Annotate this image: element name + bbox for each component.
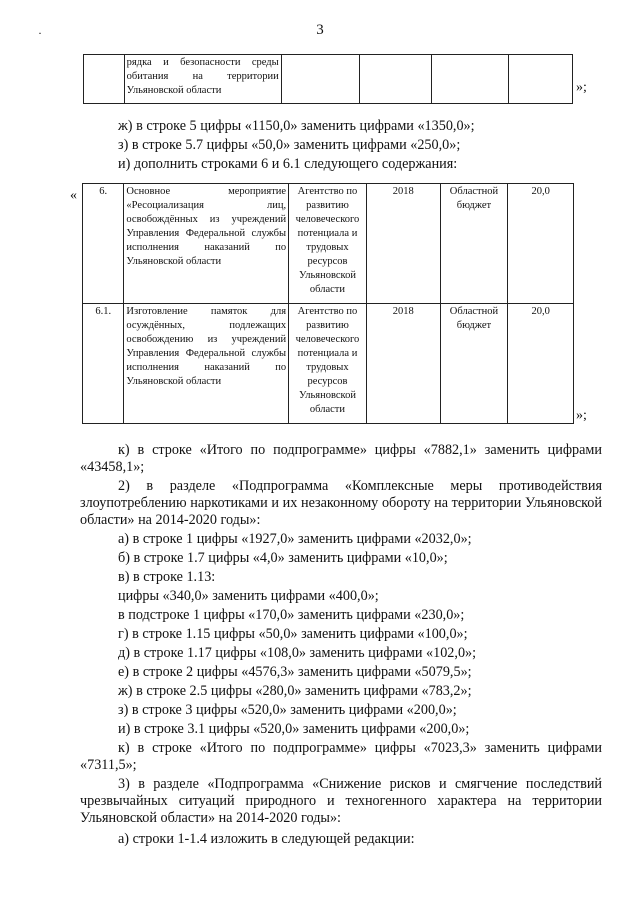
item-k: к) в строке «Итого по подпрограмме» цифры «7882,1» заменить цифрами «43458,1»; — [80, 442, 602, 475]
table-row — [83, 184, 574, 304]
s3-item-a: а) строки 1-1.4 изложить в следующей редакции: — [118, 831, 415, 847]
closing-quote: »; — [576, 80, 587, 95]
row-executor: Агентство по развитию человеческого потенциала и трудовых ресурсов Ульяновской области — [289, 304, 367, 424]
table-fragment — [83, 54, 573, 104]
table-cell — [124, 55, 281, 104]
closing-quote: »; — [576, 408, 587, 423]
s2-item-zh: ж) в строке 2.5 цифры «280,0» заменить цифрами «783,2»; — [118, 683, 472, 699]
item-z: з) в строке 5.7 цифры «50,0» заменить цифрами «250,0»; — [118, 137, 461, 153]
table-row — [83, 304, 574, 424]
row-amount: 20,0 — [508, 304, 574, 424]
inserted-rows-table — [82, 183, 574, 424]
s2-item-g: г) в строке 1.15 цифры «50,0» заменить цифрами «100,0»; — [118, 626, 468, 642]
page-number: 3 — [316, 22, 324, 38]
table-row — [84, 55, 573, 104]
row-source: Областной бюджет — [440, 184, 508, 304]
s2-item-a: а) в строке 1 цифры «1927,0» заменить цифрами «2032,0»; — [118, 531, 472, 547]
row-year: 2018 — [366, 184, 440, 304]
section-2-heading: 2) в разделе «Подпрограмма «Комплексные меры противодействия злоупотреблению наркотиками и их незаконному обороту на территории Ульяновской области» на 2014-2020 годы»: — [80, 478, 602, 528]
row-amount: 20,0 — [508, 184, 574, 304]
section-3-heading: 3) в разделе «Подпрограмма «Снижение рисков и смягчение последствий чрезвычайных ситуаций природного и техногенного характера на территории Ульяновской области» на 2014-2020 годы»: — [80, 776, 602, 826]
s2-item-d: д) в строке 1.17 цифры «108,0» заменить цифрами «102,0»; — [118, 645, 477, 661]
item-i: и) дополнить строками 6 и 6.1 следующего содержания: — [118, 156, 458, 172]
s2-item-v-2: в подстроке 1 цифры «170,0» заменить цифрами «230,0»; — [118, 607, 465, 623]
s2-item-e: е) в строке 2 цифры «4576,3» заменить цифрами «5079,5»; — [118, 664, 472, 680]
table-cell — [281, 55, 359, 104]
s2-item-z: з) в строке 3 цифры «520,0» заменить цифрами «200,0»; — [118, 702, 457, 718]
opening-quote: « — [70, 188, 77, 203]
scan-mark: · — [38, 26, 42, 40]
row-description: Основное мероприятие «Ресоциализация лиц, освобождённых из учреждений Управления Федеральной службы исполнения наказаний по Ульяновской области — [124, 184, 289, 304]
s2-item-i: и) в строке 3.1 цифры «520,0» заменить цифрами «200,0»; — [118, 721, 470, 737]
table-cell — [432, 55, 508, 104]
row-number: 6.1. — [83, 304, 124, 424]
s2-item-v-1: цифры «340,0» заменить цифрами «400,0»; — [118, 588, 379, 604]
item-zh: ж) в строке 5 цифры «1150,0» заменить цифрами «1350,0»; — [118, 118, 475, 134]
row-source: Областной бюджет — [440, 304, 508, 424]
row-number: 6. — [83, 184, 124, 304]
row-executor: Агентство по развитию человеческого потенциала и трудовых ресурсов Ульяновской области — [289, 184, 367, 304]
s2-item-b: б) в строке 1.7 цифры «4,0» заменить цифрами «10,0»; — [118, 550, 448, 566]
row-year: 2018 — [366, 304, 440, 424]
table-cell — [84, 55, 125, 104]
table-cell — [359, 55, 431, 104]
s2-item-v: в) в строке 1.13: — [118, 569, 216, 585]
fragment-text: рядка и безопасности среды обитания на территории Ульяновской области — [126, 57, 279, 96]
row-description: Изготовление памяток для осуждённых, подлежащих освобождению из учреждений Управления Федеральной службы исполнения наказаний по Ульяновской области — [124, 304, 289, 424]
table-cell — [508, 55, 572, 104]
s2-item-k: к) в строке «Итого по подпрограмме» цифры «7023,3» заменить цифрами «7311,5»; — [80, 740, 602, 773]
